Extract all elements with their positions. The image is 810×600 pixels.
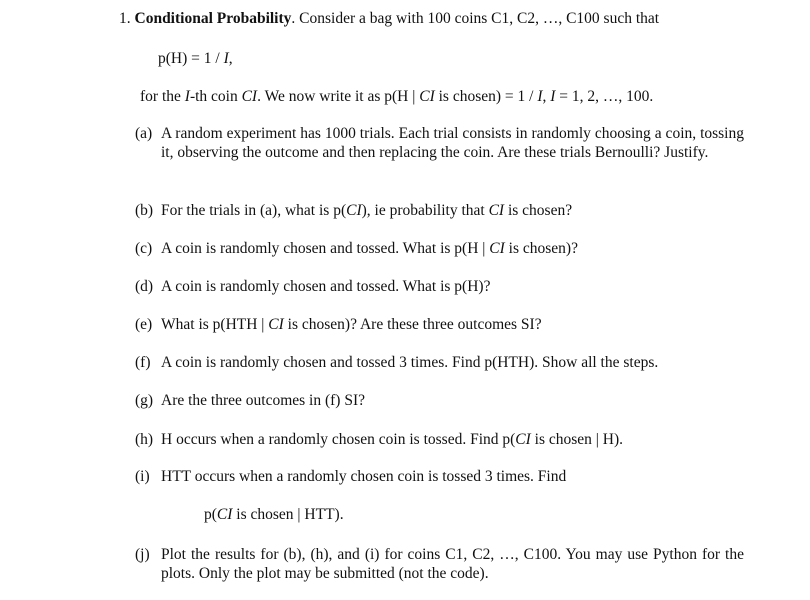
- question-c: [135, 239, 578, 258]
- question-label: (a): [135, 125, 153, 142]
- question-label: (i): [135, 468, 150, 485]
- question-d: [135, 277, 490, 296]
- question-label: (j): [135, 546, 150, 563]
- question-i: [135, 467, 566, 486]
- question-label: (h): [135, 431, 154, 448]
- question-label: (e): [135, 316, 153, 333]
- question-a: [135, 124, 744, 162]
- question-text: A coin is randomly chosen and tossed. What is p(H)?: [161, 278, 491, 295]
- heads-probability-formula: p(H) = 1 / I,: [158, 50, 233, 67]
- problem-heading: [119, 9, 659, 29]
- question-label: (d): [135, 278, 154, 295]
- question-text: A random experiment has 1000 trials. Each trial consists in randomly choosing a coin, tossing it, observing the outcome and then replacing the coin. Are these trials Bernoulli? Justify.: [161, 125, 744, 161]
- question-i-formula: p(CI is chosen | HTT).: [204, 506, 344, 523]
- question-text: Are the three outcomes in (f) SI?: [161, 392, 366, 409]
- question-g: [135, 391, 365, 410]
- question-h: [135, 430, 623, 449]
- problem-intro: . Consider a bag with 100 coins C1, C2, …, C100 such that: [291, 10, 660, 27]
- question-text: Plot the results for (b), (h), and (i) for coins C1, C2, …, C100. You may use Python for the plots. Only the plot may be submitted (not the code).: [161, 546, 744, 582]
- question-label: (b): [135, 202, 154, 219]
- question-j: [135, 545, 744, 583]
- question-text: For the trials in (a), what is p(CI), ie probability that CI is chosen?: [161, 202, 573, 219]
- question-f: [135, 353, 658, 372]
- question-text: H occurs when a randomly chosen coin is tossed. Find p(CI is chosen | H).: [161, 431, 624, 448]
- coin-definition-line: for the I-th coin CI. We now write it as p(H | CI is chosen) = 1 / I, I = 1, 2, …, 100.: [140, 88, 654, 105]
- question-label: (c): [135, 240, 153, 257]
- question-text: HTT occurs when a randomly chosen coin is tossed 3 times. Find: [161, 468, 567, 485]
- problem-title: Conditional Probability: [134, 10, 292, 27]
- question-e: [135, 315, 542, 334]
- question-label: (f): [135, 354, 151, 371]
- question-text: A coin is randomly chosen and tossed. What is p(H | CI is chosen)?: [161, 240, 578, 257]
- question-text: A coin is randomly chosen and tossed 3 times. Find p(HTH). Show all the steps.: [161, 354, 659, 371]
- problem-number: 1.: [119, 10, 131, 27]
- question-b: [135, 201, 572, 220]
- question-text: What is p(HTH | CI is chosen)? Are these three outcomes SI?: [161, 316, 542, 333]
- question-label: (g): [135, 392, 154, 409]
